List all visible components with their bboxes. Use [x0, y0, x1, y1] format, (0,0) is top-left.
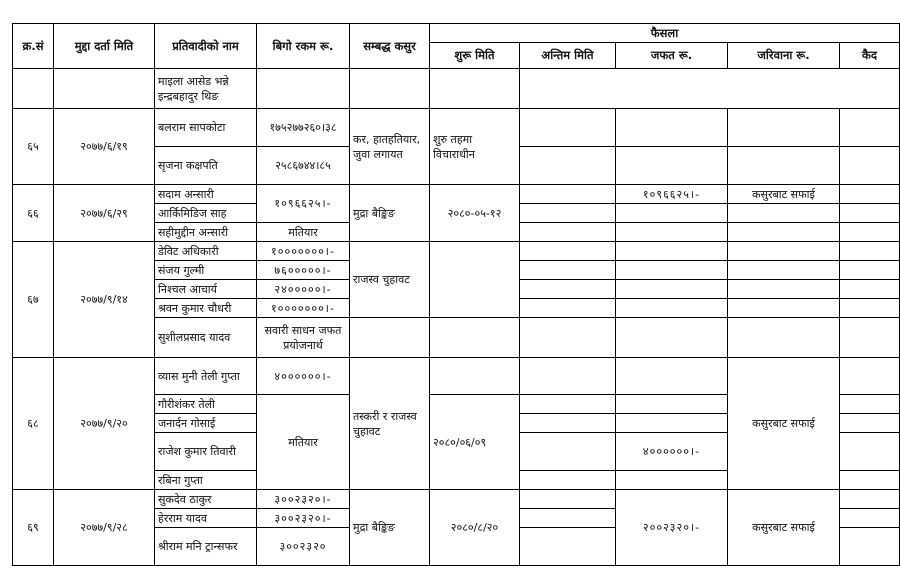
start-date: २०८०/०६/०९	[430, 395, 520, 490]
table-row	[13, 490, 900, 509]
case-date: २०७७/९/२०	[54, 358, 155, 490]
header-defendant: प्रतिवादीको नाम	[155, 24, 257, 69]
defendant-name: सहीमुद्दीन अन्सारी	[155, 223, 257, 242]
defendant-name: माइला आसेड भन्ने इन्द्रबहादुर थिङ	[155, 69, 257, 109]
amount: १०००००००।-	[257, 299, 350, 318]
start-date: शुरु तहमा विचाराधीन	[430, 109, 520, 185]
amount: २४०००००।-	[257, 280, 350, 299]
seized-amount: १०९६६२५।-	[616, 185, 728, 204]
defendant-name: सृजना कक्षपति	[155, 147, 257, 185]
offense: कर, हातहतियार, जुवा लगायत	[350, 109, 430, 185]
header-case-date: मुद्दा दर्ता मिति	[54, 24, 155, 69]
header-start-date: शुरू मिति	[430, 43, 520, 69]
defendant-name: श्रीराम मनि ट्रान्सफर	[155, 528, 257, 566]
table-row	[13, 242, 900, 261]
amount: मतियार	[257, 395, 350, 490]
amount: ४००००००।-	[257, 358, 350, 395]
case-date: २०७७/६/१९	[54, 109, 155, 185]
case-date: २०७७/९/१४	[54, 242, 155, 358]
case-date: २०७७/६/२९	[54, 185, 155, 242]
amount: १७५२७७२६०।३८	[257, 109, 350, 147]
defendant-name: बलराम सापकोटा	[155, 109, 257, 147]
fine-status: कसुरबाट सफाई	[728, 358, 840, 490]
defendant-name: श्रवन कुमार चौधरी	[155, 299, 257, 318]
defendant-name: निश्चल आचार्य	[155, 280, 257, 299]
header-jail: कैद	[840, 43, 900, 69]
table-row	[13, 69, 900, 109]
table-row	[13, 185, 900, 204]
defendant-name: हेरराम यादव	[155, 509, 257, 528]
header-sn: क्र.सं	[13, 24, 54, 69]
header-fine: जरिवाना रू.	[728, 43, 840, 69]
defendant-name: रबिना गुप्ता	[155, 471, 257, 490]
table-row	[13, 109, 900, 147]
amount: ३००२३२०।-	[257, 490, 350, 509]
header-seized: जफत रू.	[616, 43, 728, 69]
amount: ७६०००००।-	[257, 261, 350, 280]
serial-number: ६५	[13, 109, 54, 185]
serial-number: ६९	[13, 490, 54, 566]
offense: मुद्रा बैङ्किङ	[350, 185, 430, 242]
amount: ३००२३२०	[257, 528, 350, 566]
defendant-name: सुकदेव ठाकुर	[155, 490, 257, 509]
table-row	[13, 358, 900, 395]
amount: १०००००००।-	[257, 242, 350, 261]
amount: ३००२३२०।-	[257, 509, 350, 528]
defendant-name: आर्किमिडिज साह	[155, 204, 257, 223]
serial-number: ६६	[13, 185, 54, 242]
offense: तस्करी र राजस्व चुहावट	[350, 358, 430, 490]
seized-amount: ४००००००।-	[616, 433, 728, 471]
defendant-name: राजेश कुमार तिवारी	[155, 433, 257, 471]
fine-status: कसुरबाट सफाई	[728, 490, 840, 566]
start-date: २०८०/८/२०	[430, 490, 520, 566]
header-amount: बिगो रकम रू.	[257, 24, 350, 69]
verdict-table	[12, 23, 900, 566]
header-verdict: फैसला	[430, 24, 900, 43]
defendant-name: सुशीलप्रसाद यादव	[155, 318, 257, 358]
seized-amount: २००२३२०।-	[616, 490, 728, 566]
amount: मतियार	[257, 223, 350, 242]
fine-status: कसुरबाट सफाई	[728, 185, 840, 204]
defendant-name: डेविट अधिकारी	[155, 242, 257, 261]
defendant-name: संजय गुल्मी	[155, 261, 257, 280]
header-final-date: अन्तिम मिति	[520, 43, 616, 69]
serial-number: ६८	[13, 358, 54, 490]
defendant-name: गौरीशंकर तेली	[155, 395, 257, 414]
defendant-name: व्यास मुनी तेली गुप्ता	[155, 358, 257, 395]
amount: सवारी साधन जफत प्रयोजनार्थ	[257, 318, 350, 358]
offense: राजस्व चुहावट	[350, 242, 430, 318]
offense: मुद्रा बैङ्किङ	[350, 490, 430, 566]
start-date: २०८०-०५-१२	[430, 185, 520, 242]
case-date: २०७७/९/२८	[54, 490, 155, 566]
amount: २५८६७४४।८५	[257, 147, 350, 185]
amount: १०९६६२५।-	[257, 185, 350, 223]
header-offense: सम्बद्ध कसुर	[350, 24, 430, 69]
defendant-name: जनार्दन गोसाई	[155, 414, 257, 433]
defendant-name: सदाम अन्सारी	[155, 185, 257, 204]
serial-number: ६७	[13, 242, 54, 358]
